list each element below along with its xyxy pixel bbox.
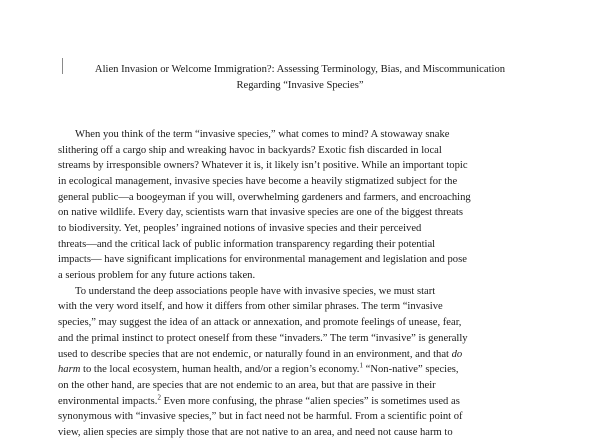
text-line: streams by irresponsible owners? Whatever it is, it likely isn’t positive. While an important topic xyxy=(58,160,468,172)
text-line: on the other hand, are species that are not endemic to an area, but that are passive in their xyxy=(58,379,436,391)
title-line-1: Alien Invasion or Welcome Immigration?: Assessing Terminology, Bias, and Miscommunication xyxy=(94,64,506,75)
text-line: to biodiversity. Yet, peoples’ ingrained notions of invasive species and their perceived xyxy=(58,223,422,234)
text-line: on native wildlife. Every day, scientists warn that invasive species are one of the biggest threats xyxy=(58,207,463,219)
text-line: impacts— have significant implications for environmental management and legislation and pose xyxy=(58,254,467,266)
text-line: general public—a boogeyman if you will, overwhelming gardeners and farmers, and encroaching xyxy=(58,191,471,203)
text-line: environmental impacts.$^2$ Even more confusing, the phrase “alien species” is sometimes used as xyxy=(58,393,460,407)
text-line: When you think of the term “invasive species,” what comes to mind? A stowaway snake xyxy=(75,128,450,140)
text-line: To understand the deep associations people have with invasive species, we must start xyxy=(75,285,436,297)
paragraph-2[interactable] xyxy=(58,284,600,441)
text-line: view, alien species are simply those that are not native to an area, and need not cause harm to xyxy=(58,426,453,438)
paragraph-1[interactable] xyxy=(58,127,600,284)
text-line: threats—and the critical lack of public information transparency regarding their potential xyxy=(58,238,436,250)
text-line: in ecological management, invasive species have become a heavily stigmatized subject for the xyxy=(58,175,458,187)
footnote-marker: 1 xyxy=(359,361,363,370)
text-line: synonymous with “invasive species,” but in fact need not be harmful. From a scientific point of xyxy=(58,411,463,423)
text-line: species,” may suggest the idea of an attack or annexation, and promote feelings of unease, fear, xyxy=(58,317,462,329)
document-body xyxy=(0,127,600,441)
text-line: with the very word itself, and how it differs from other similar phrases. The term “invasive xyxy=(58,301,443,313)
text-line: and the primal instinct to protect oneself from these “invaders.” The term “invasive” is generally xyxy=(58,332,468,344)
text-line: used to describe species that are not endemic, or naturally found in an environment, and that do xyxy=(58,348,463,360)
text-line: a serious problem for any future actions taken. xyxy=(58,270,256,282)
document-title[interactable] xyxy=(0,62,600,93)
text-cursor xyxy=(62,58,63,74)
footnote-marker: 2 xyxy=(157,393,161,402)
title-line-2: Regarding “Invasive Species” xyxy=(236,79,364,91)
text-line: harm to the local ecosystem, human health, and/or a region’s economy.$^1$ “Non-native” species, xyxy=(58,361,459,376)
text-line: slithering off a cargo ship and wreaking havoc in backyards? Exotic fish discarded in local xyxy=(58,144,442,156)
